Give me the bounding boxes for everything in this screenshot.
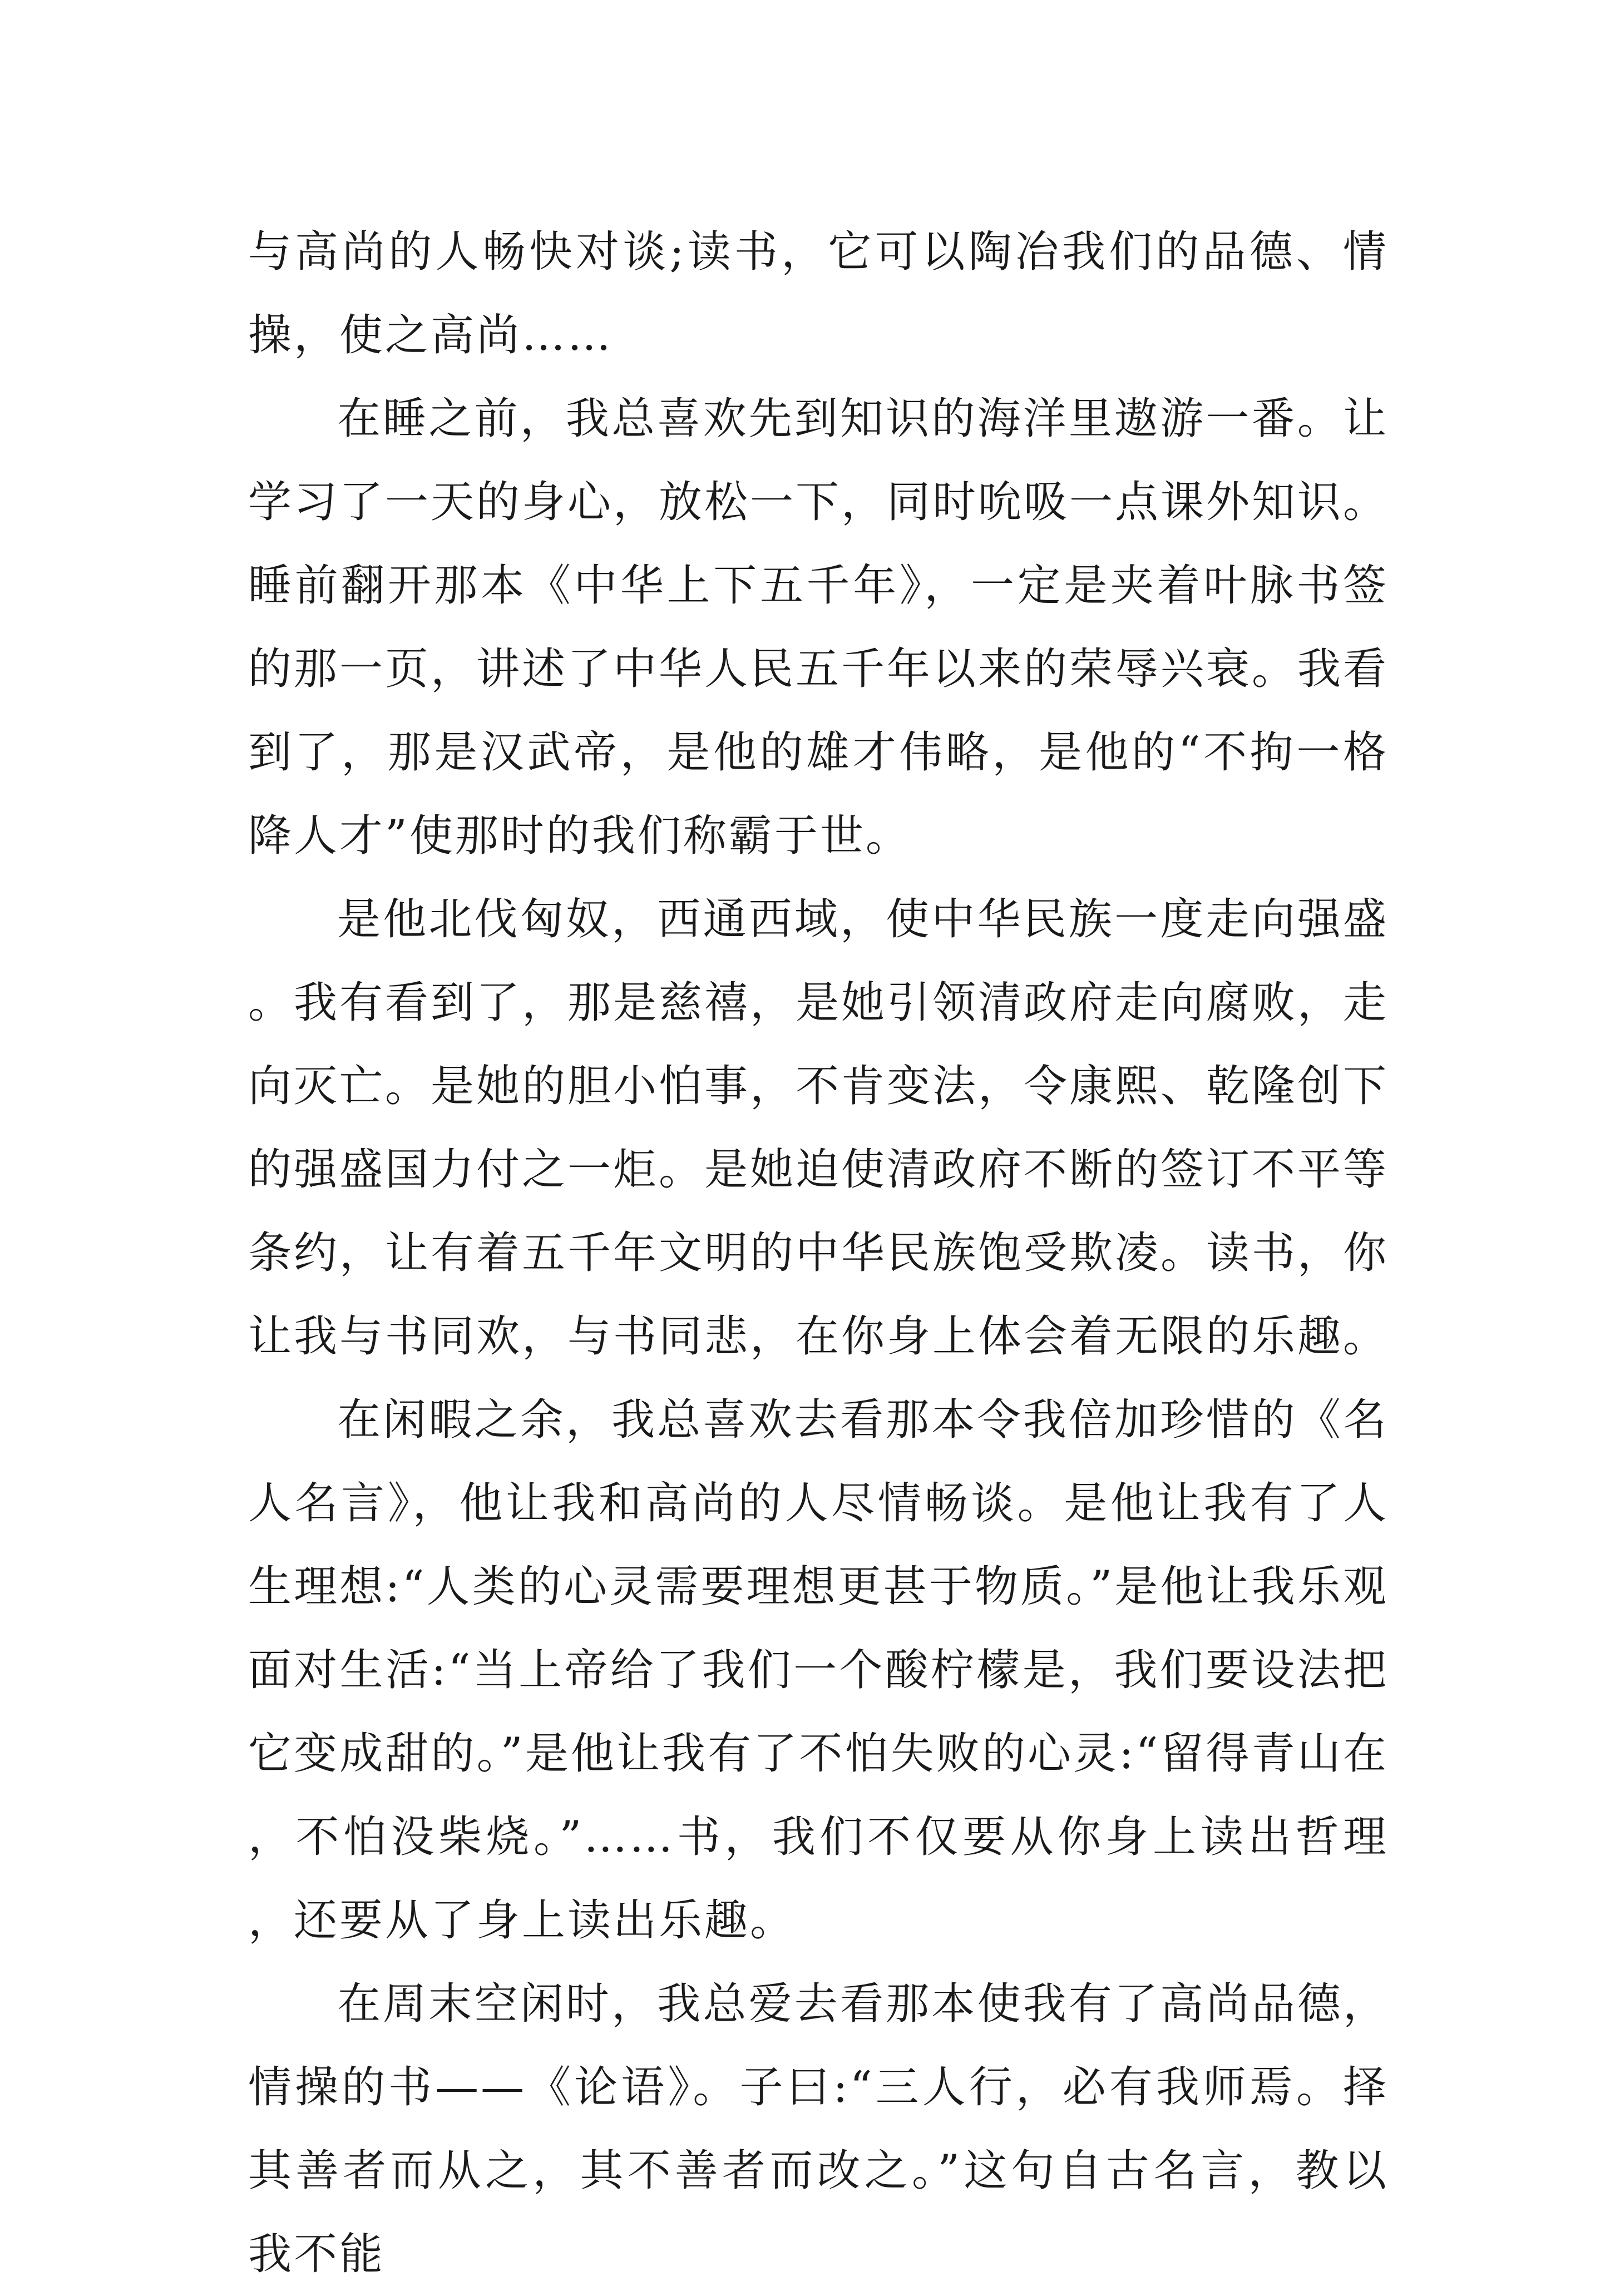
- paragraph: 在周末空闲时，我总爱去看那本使我有了高尚品德，情操的书——《论语》。子曰:“三人行，必有我师焉。择其善者而从之，其不善者而改之。”这句自古名言，教以我不能: [248, 1979, 1389, 2279]
- paragraph: 在睡之前，我总喜欢先到知识的海洋里遨游一番。让学习了一天的身心，放松一下，同时吮吸一点课外知识。睡前翻开那本《中华上下五千年》，一定是夹着叶脉书签的那一页，讲述了中华人民五千年以来的荣辱兴衰。我看到了，那是汉武帝，是他的雄才伟略，是他的“不拘一格降人才”使那时的我们称霸于世。: [248, 394, 1389, 861]
- paragraph: 是他北伐匈奴，西通西域，使中华民族一度走向强盛。我有看到了，那是慈禧，是她引领清政府走向腐败，走向灭亡。是她的胆小怕事，不肯变法，令康熙、乾隆创下的强盛国力付之一炬。是她迫使清政府不断的签订不平等条约，让有着五千年文明的中华民族饱受欺凌。读书，你让我与书同欢，与书同悲，在你身上体会着无限的乐趣。: [248, 894, 1389, 1362]
- paragraph: 与高尚的人畅快对谈;读书，它可以陶冶我们的品德、情操，使之高尚……: [248, 227, 1389, 360]
- document-body: [248, 210, 1389, 2296]
- paragraph: 在闲暇之余，我总喜欢去看那本令我倍加珍惜的《名人名言》，他让我和高尚的人尽情畅谈。是他让我有了人生理想:“人类的心灵需要理想更甚于物质。”是他让我乐观面对生活:“当上帝给了我们一个酸柠檬是，我们要设法把它变成甜的。”是他让我有了不怕失败的心灵:“留得青山在，不怕没柴烧。”……书，我们不仅要从你身上读出哲理，还要从了身上读出乐趣。: [248, 1395, 1389, 1946]
